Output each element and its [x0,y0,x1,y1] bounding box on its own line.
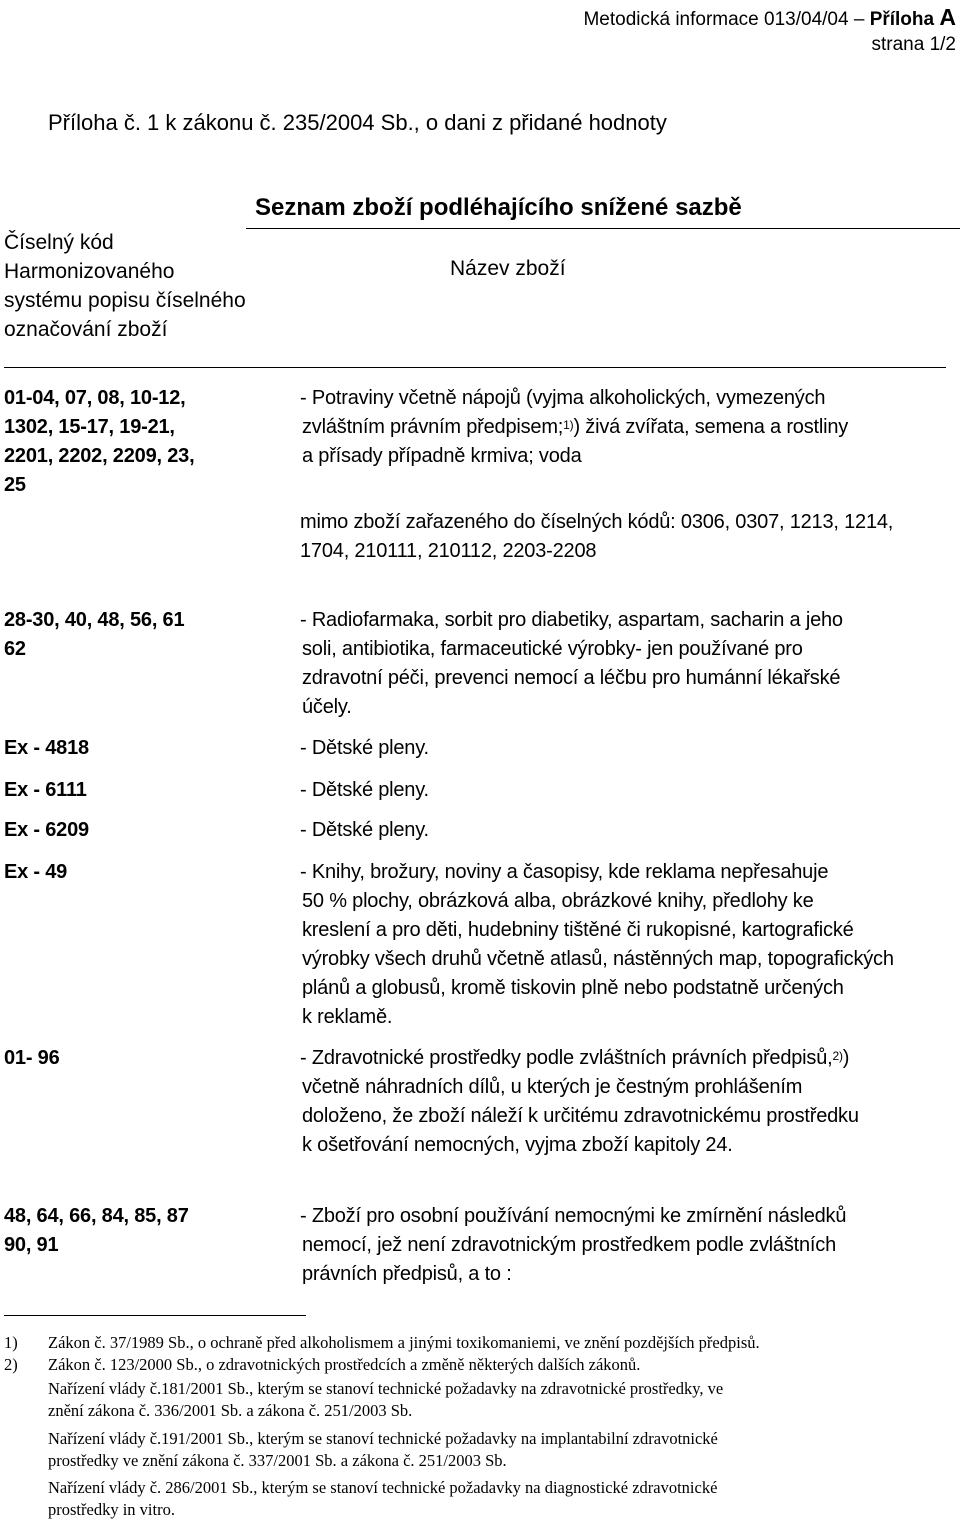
law-title: Příloha č. 1 k zákonu č. 235/2004 Sb., o dani z přidané hodnoty [48,110,667,135]
row-code-pharma: 28-30, 40, 48, 56, 61 62 [4,609,185,660]
header-divider [4,367,946,368]
footnote-2-regulation-286: Nařízení vlády č. 286/2001 Sb., kterým se stanoví technické požadavky na diagnostické zdravotnické prostředky in vitro. [48,1478,718,1519]
row-desc-foodstuffs: - Potraviny včetně nápojů (vyjma alkoholických, vymezených zvláštním právním předpisem;$^{1)}$) živá zvířata, semena a rostliny a přísady případně krmiva; voda [300,387,849,467]
row-desc-4818: - Dětské pleny. [300,737,429,759]
row-exception-foodstuffs: mimo zboží zařazeného do číselných kódů: 0306, 0307, 1213, 1214, 1704, 210111, 210112, 2203-2208 [300,511,894,562]
row-desc-6209: - Dětské pleny. [300,819,429,841]
footnote-1: Zákon č. 37/1989 Sb., o ochraně před alkoholismem a jinými toxikomaniemi, ve znění pozdějších předpisů. [48,1333,760,1352]
list-title: Seznam zboží podléhajícího snížené sazbě [255,194,742,221]
footnote-divider [4,1315,306,1316]
footnote-number-2: 2) [4,1355,18,1374]
code-column-header: Číselný kód Harmonizovaného systému popisu číselného označování zboží [4,231,246,341]
page-number: strana 1/2 [871,34,956,55]
row-code-personal-use: 48, 64, 66, 84, 85, 87 90, 91 [4,1205,189,1256]
footnote-2-regulation-181: Nařízení vlády č.181/2001 Sb., kterým se stanoví technické požadavky na zdravotnické prostředky, ve znění zákona č. 336/2001 Sb. a zákona č. 251/2003 Sb. [48,1379,724,1420]
row-desc-6111: - Dětské pleny. [300,779,429,801]
title-underline [246,228,960,229]
row-desc-pharma: - Radiofarmaka, sorbit pro diabetiky, aspartam, sacharin a jeho soli, antibiotika, farmaceutické výrobky- jen používané pro zdravotní péči, prevenci nemocí a léčbu pro humánní lékařské účely. [300,609,843,718]
row-desc-books: - Knihy, brožury, noviny a časopisy, kde reklama nepřesahuje 50 % plochy, obrázková alba, obrázkové knihy, předlohy ke kreslení a pro děti, hudebniny tištěné či rukopisné, kartografické výrobky všech druhů včetně atlasů, nástěnných map, topografických plánů a globusů, kromě tiskovin plně nebo podstatně určených k reklamě. [300,861,894,1028]
row-code-medical: 01- 96 [4,1047,60,1069]
footnote-2: Zákon č. 123/2000 Sb., o zdravotnických prostředcích a změně některých dalších zákonů. [48,1355,641,1374]
footnote-number-1: 1) [4,1333,18,1352]
name-column-header: Název zboží [450,257,566,280]
footnote-ref-1: 1) [563,418,574,432]
row-desc-medical: - Zdravotnické prostředky podle zvláštních právních předpisů,$^{2)}$) včetně náhradních dílů, u kterých je čestným prohlášením doloženo, že zboží náleží k určitému zdravotnickému prostředku k ošetřování nemocných, vyjma zboží kapitoly 24. [300,1047,859,1156]
header-attachment-label: Příloha A [869,4,956,30]
row-code-6209: Ex - 6209 [4,819,89,841]
row-code-6111: Ex - 6111 [4,779,87,801]
document-header-info [583,4,956,31]
row-desc-personal-use: - Zboží pro osobní používání nemocnými ke zmírnění následků nemocí, jež není zdravotnickým prostředkem podle zvláštních právních předpisů, a to : [300,1205,847,1285]
header-info-prefix: Metodická informace 013/04/04 – [583,9,870,30]
row-code-4818: Ex - 4818 [4,737,89,759]
footnote-2-regulation-191: Nařízení vlády č.191/2001 Sb., kterým se stanoví technické požadavky na implantabilní zdravotnické prostředky ve znění zákona č. 337/2001 Sb. a zákona č. 251/2003 Sb. [48,1429,718,1470]
row-code-foodstuffs: 01-04, 07, 08, 10-12, 1302, 15-17, 19-21, 2201, 2202, 2209, 23, 25 [4,387,195,496]
row-code-books: Ex - 49 [4,861,68,883]
footnote-ref-2: 2) [832,1049,843,1063]
